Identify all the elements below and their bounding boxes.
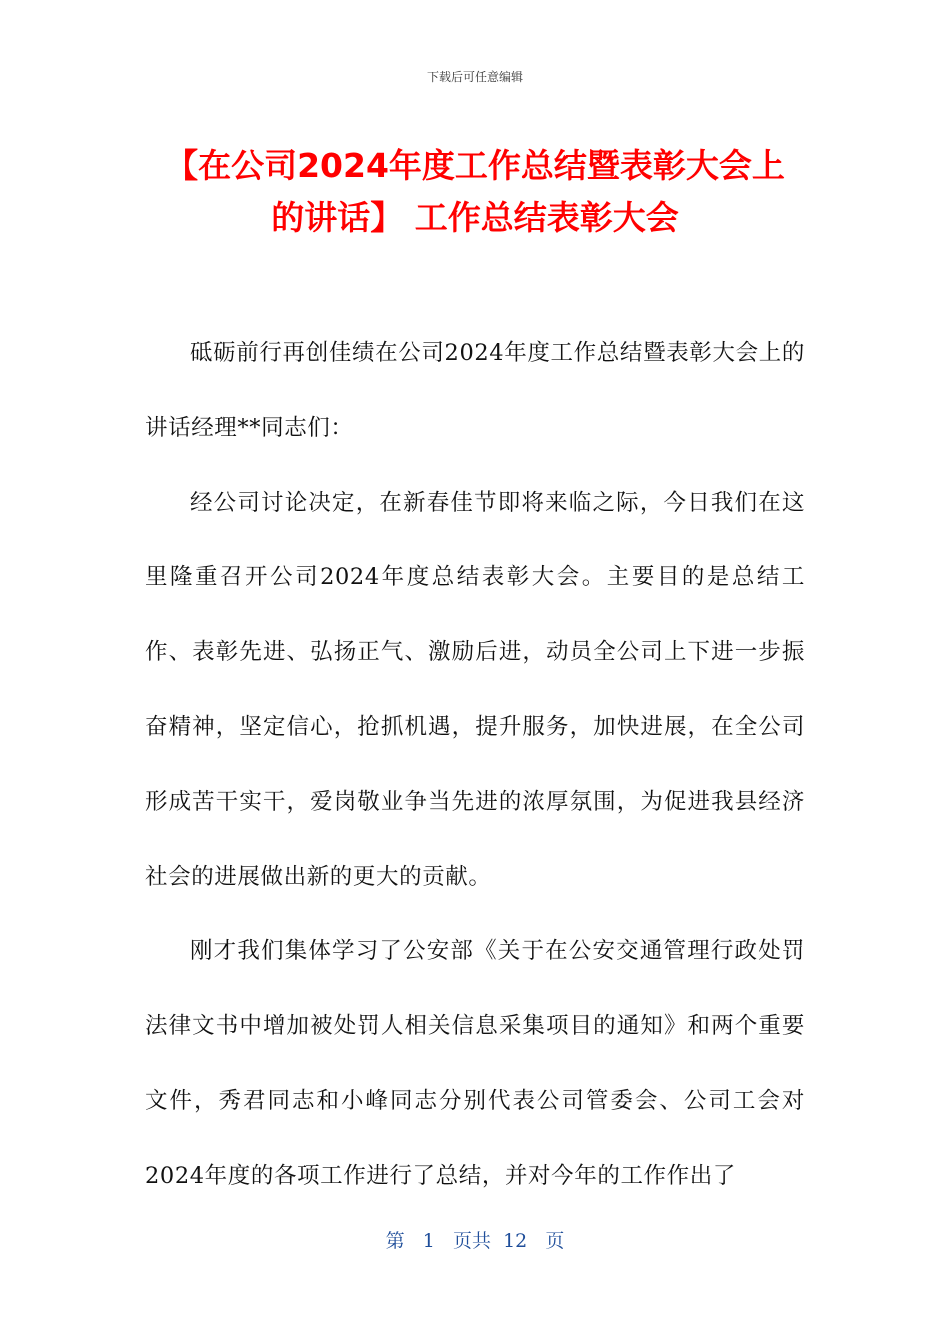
footer-suffix: 页 <box>545 1230 565 1252</box>
page-footer <box>0 1226 950 1253</box>
total-pages-number: 12 <box>503 1230 528 1252</box>
paragraph: 刚才我们集体学习了公安部《关于在公安交通管理行政处罚法律文书中增加被处罚人相关信息采集项目的通知》和两个重要文件，秀君同志和小峰同志分别代表公司管委会、公司工会对2024年度的各项工作进行了总结，并对今年的工作作出了 <box>145 938 805 1189</box>
footer-mid: 页共 <box>452 1230 491 1252</box>
current-page-number: 1 <box>422 1230 435 1252</box>
document-title <box>145 140 805 244</box>
paragraph: 砥砺前行再创佳绩在公司2024年度工作总结暨表彰大会上的讲话经理**同志们： <box>145 340 805 441</box>
header-note: 下载后可任意编辑 <box>426 70 523 84</box>
title-line-2: 的讲话】 工作总结表彰大会 <box>271 198 679 237</box>
paragraph: 经公司讨论决定，在新春佳节即将来临之际，今日我们在这里隆重召开公司2024年度总结表彰大会。主要目的是总结工作、表彰先进、弘扬正气、激励后进，动员全公司上下进一步振奋精神，坚定信心，抢抓机遇，提升服务，加快进展，在全公司形成苦干实干，爱岗敬业争当先进的浓厚氛围，为促进我县经济社会的进展做出新的更大的贡献。 <box>145 489 805 890</box>
document-body <box>145 316 805 1214</box>
title-line-1: 【在公司2024年度工作总结暨表彰大会上 <box>165 146 785 185</box>
footer-prefix: 第 <box>385 1230 405 1252</box>
